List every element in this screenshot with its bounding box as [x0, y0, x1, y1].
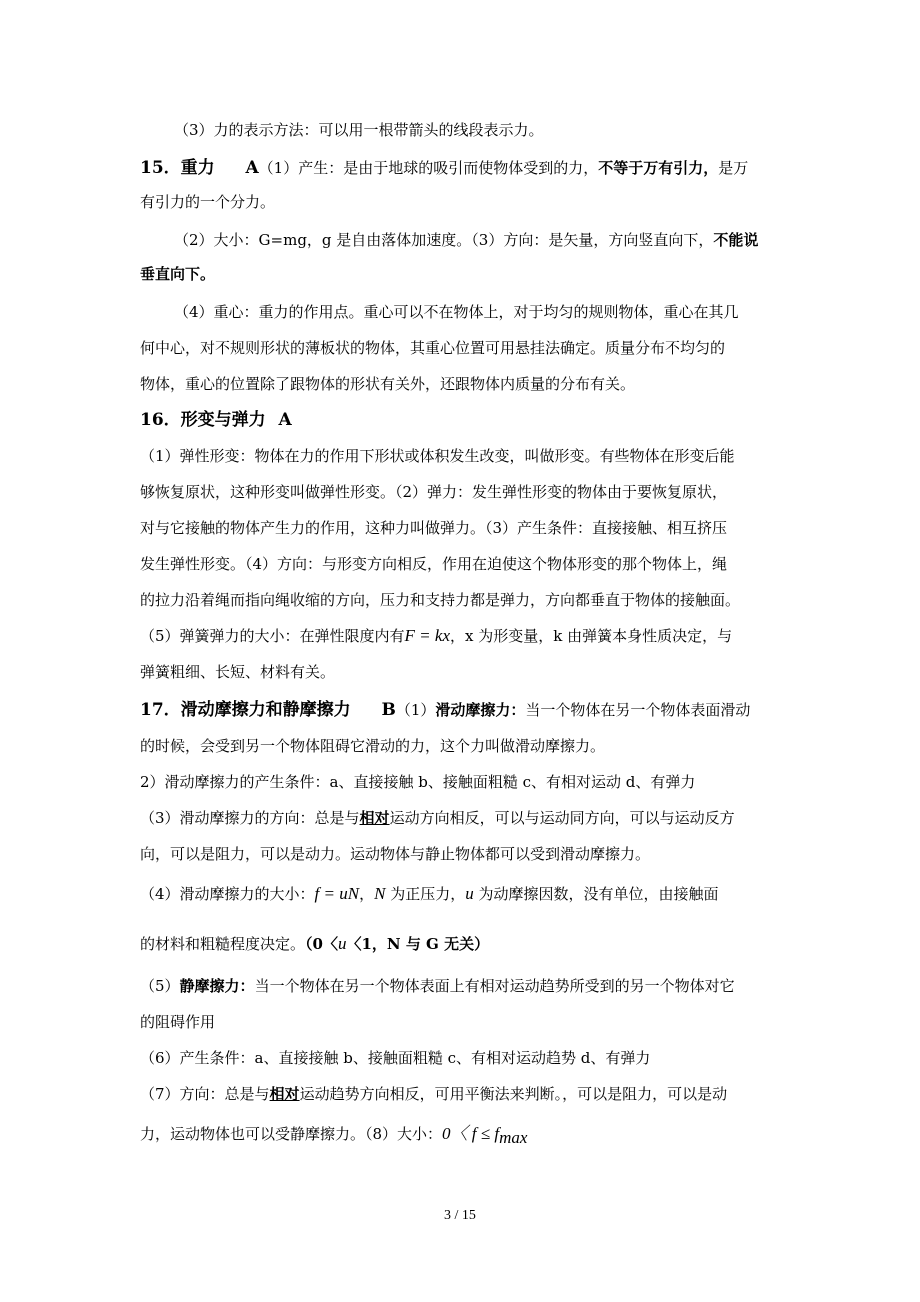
paragraph-force-representation: （3）力的表示方法：可以用一根带箭头的线段表示力。 — [174, 121, 544, 139]
section-17-line-10: （6）产生条件：a、直接接触 b、接触面粗糙 c、有相对运动趋势 d、有弹力 — [140, 1049, 651, 1067]
section-17-line-4: （3）滑动摩擦力的方向：总是与相对运动方向相反，可以与运动同方向，可以与运动反方 — [140, 809, 735, 827]
friction-formula: f = uN — [314, 884, 360, 903]
section-16-line-6: （5）弹簧弹力的大小：在弹性限度内有F = kx，x 为形变量，k 由弹簧本身性质决定，与 — [140, 626, 733, 645]
section-17-line-5: 向，可以是阻力，可以是动力。运动物体与静止物体都可以受到滑动摩擦力。 — [140, 845, 651, 863]
section-16-line-3: 对与它接触的物体产生力的作用，这种力叫做弹力。（3）产生条件：直接接触、相互挤压 — [140, 519, 728, 537]
section-16-line-5: 的拉力沿着绳而指向绳收缩的方向，压力和支持力都是弹力，方向都垂直于物体的接触面。 — [140, 591, 741, 609]
section-16-grade: A — [278, 410, 292, 430]
section-15-line-2: 有引力的一个分力。 — [140, 193, 276, 211]
section-15-grade: A — [245, 158, 259, 178]
section-17-grade: B — [381, 700, 396, 720]
section-15-line-7: 物体，重心的位置除了跟物体的形状有关外，还跟物体内质量的分布有关。 — [140, 375, 636, 393]
section-16-line-4: 发生弹性形变。（4）方向：与形变方向相反，作用在迫使这个物体形变的那个物体上，绳 — [140, 555, 728, 573]
section-16-heading — [140, 410, 790, 430]
section-16-line-1: （1）弹性形变：物体在力的作用下形状或体积发生改变，叫做形变。有些物体在形变后能 — [140, 447, 735, 465]
section-17-line-9: 的阻碍作用 — [140, 1013, 216, 1031]
section-17-title: 17．滑动摩擦力和静摩擦力 — [140, 700, 351, 720]
section-17-line-3: 2）滑动摩擦力的产生条件：a、直接接触 b、接触面粗糙 c、有相对运动 d、有弹力 — [140, 773, 696, 791]
section-15-title: 15．重力 — [140, 158, 215, 178]
section-17-line-8: （5）静摩擦力：当一个物体在另一个物体表面上有相对运动趋势所受到的另一个物体对它 — [140, 977, 735, 995]
section-16-title: 16．形变与弹力 — [140, 410, 266, 430]
section-16-line-2: 够恢复原状，这种形变叫做弹性形变。（2）弹力：发生弹性形变的物体由于要恢复原状， — [140, 483, 728, 501]
section-15-line-6: 何中心，对不规则形状的薄板状的物体，其重心位置可用悬挂法确定。质量分布不均匀的 — [140, 339, 726, 357]
section-17-line-12: 力，运动物体也可以受静摩擦力。（8）大小：0〈 $f \le f_{max}$ — [140, 1124, 528, 1147]
section-17-line-6: （4）滑动摩擦力的大小：f = uN，N 为正压力，u 为动摩擦因数，没有单位，由接触面 — [140, 884, 719, 903]
section-16-line-7: 弹簧粗细、长短、材料有关。 — [140, 663, 336, 681]
section-15-line-3: （2）大小：G=mg，g 是自由落体加速度。（3）方向：是矢量，方向竖直向下，不能说 — [174, 231, 759, 249]
hooke-formula: F = kx — [404, 626, 450, 645]
section-15-heading-line: 15．重力 A（1）产生：是由于地球的吸引而使物体受到的力，不等于万有引力，是万 — [140, 158, 749, 178]
section-15-line-5: （4）重心：重力的作用点。重心可以不在物体上，对于均匀的规则物体，重心在其几 — [174, 303, 739, 321]
section-17-line-7: 的材料和粗糙程度决定。（0〈u〈1，N 与 G 无关） — [140, 934, 490, 953]
section-17-heading-line: 17．滑动摩擦力和静摩擦力 B（1）滑动摩擦力：当一个物体在另一个物体表面滑动 — [140, 700, 751, 720]
section-17-line-11: （7）方向：总是与相对运动趋势方向相反，可用平衡法来判断。，可以是阻力，可以是动 — [140, 1085, 728, 1103]
section-17-line-2: 的时候，会受到另一个物体阻碍它滑动的力，这个力叫做滑动摩擦力。 — [140, 737, 606, 755]
section-15-line-4: 垂直向下。 — [140, 265, 216, 283]
static-friction-range: 0〈 f ≤ f — [442, 1124, 500, 1143]
page-number: 3 / 15 — [444, 1208, 476, 1223]
